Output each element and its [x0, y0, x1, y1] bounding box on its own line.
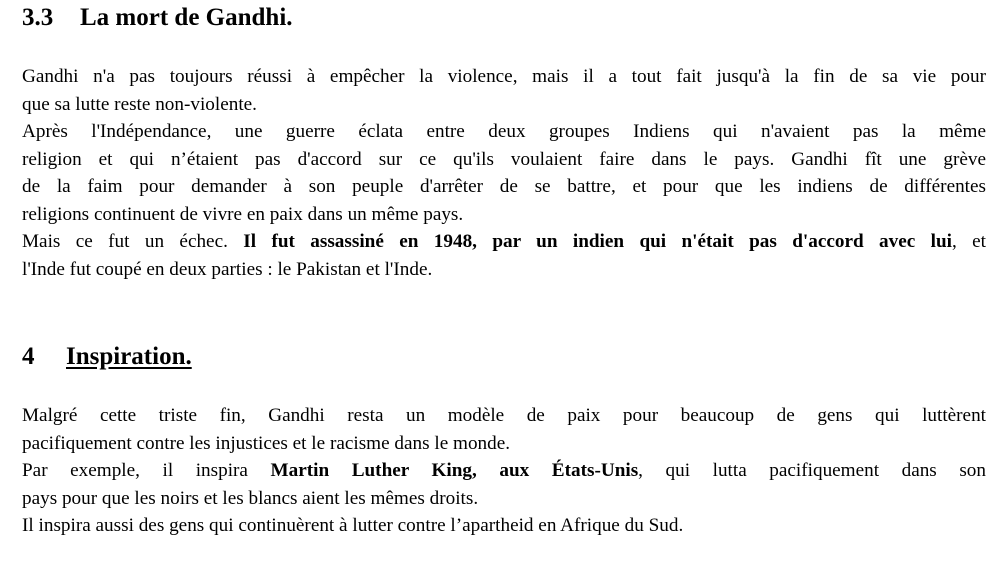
emphasis-text: Il fut assassiné en 1948, par un indien qui n'était pas d'accord avec lui	[243, 231, 952, 252]
section-4-body	[22, 402, 986, 540]
text-line: de la faim pour demander à son peuple d'arrêter de se battre, et pour que les indiens de différentes	[22, 176, 986, 197]
text-line: Gandhi n'a pas toujours réussi à empêcher la violence, mais il a tout fait jusqu'à la fin de sa vie pour	[22, 66, 986, 87]
section-title: La mort de Gandhi.	[80, 4, 293, 31]
text-line: l'Inde fut coupé en deux parties : le Pakistan et l'Inde.	[22, 258, 433, 280]
section-number: 4	[22, 343, 35, 370]
text-line: religion et qui n’étaient pas d'accord sur ce qu'ils voulaient faire dans le pays. Gandhi fît une grève	[22, 148, 986, 170]
text-line: Malgré cette triste fin, Gandhi resta un modèle de paix pour beaucoup de gens qui luttèrent	[22, 405, 986, 426]
section-number: 3.3	[22, 4, 54, 31]
text-line: Il inspira aussi des gens qui continuèrent à lutter contre l’apartheid en Afrique du Sud.	[22, 515, 684, 536]
section-heading-3-3	[22, 3, 293, 33]
text-line: Par exemple, il inspira Martin Luther King, aux États-Unis, qui lutta pacifiquement dans son	[22, 460, 986, 481]
text-line: Après l'Indépendance, une guerre éclata entre deux groupes Indiens qui n'avaient pas la même	[22, 121, 986, 142]
emphasis-text: Martin Luther King, aux États-Unis	[270, 460, 639, 481]
section-title: Inspiration.	[66, 343, 192, 370]
text-line: pays pour que les noirs et les blancs aient les mêmes droits.	[22, 487, 479, 509]
text-line: pacifiquement contre les injustices et le racisme dans le monde.	[22, 432, 511, 454]
text-line: Mais ce fut un échec. Il fut assassiné en 1948, par un indien qui n'était pas d'accord avec lui, et	[22, 231, 986, 252]
section-3-3-body	[22, 63, 986, 283]
text-line: religions continuent de vivre en paix dans un même pays.	[22, 203, 464, 225]
text-line: que sa lutte reste non-violente.	[22, 93, 257, 115]
section-heading-4	[22, 342, 192, 372]
